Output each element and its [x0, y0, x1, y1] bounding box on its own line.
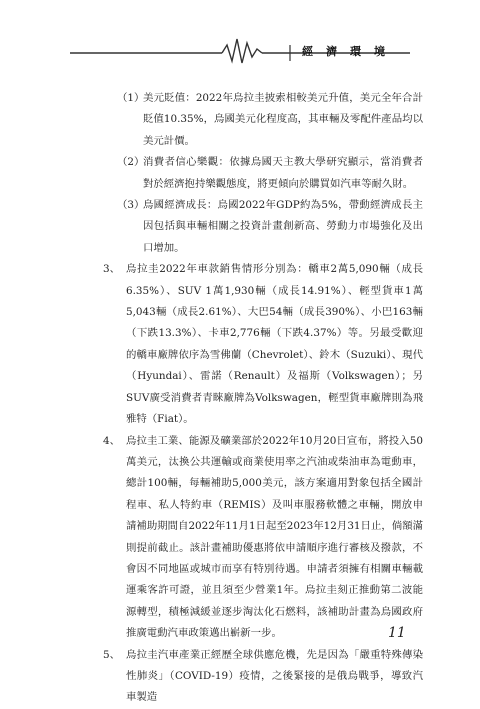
page-header	[0, 0, 480, 70]
list-item-sub-2	[0, 152, 480, 195]
list-item-sub-1	[0, 88, 480, 152]
item-number: （2）	[117, 156, 145, 169]
item-number: （1）	[117, 92, 145, 104]
document-body	[0, 88, 480, 709]
item-number: 3、	[103, 263, 121, 276]
list-item-sub-3	[0, 195, 480, 259]
item-text: 烏拉圭汽車產業正經歷全球供應危機，先是因為「嚴重特殊傳染性肺炎」（COVID-19）疫情，之後緊接的是俄烏戰爭，導致汽車製造	[126, 648, 423, 704]
item-number: 5、	[103, 648, 121, 661]
item-text: 烏國經濟成長：烏國2022年GDP約為5%，帶動經濟成長主因包括與車輛相關之投資計畫創新高、勞動力市場強化及出口增加。	[143, 199, 423, 254]
item-text: 烏拉圭2022年車款銷售情形分別為：轎車2萬5,090輛（成長6.35%）、SUV 1萬1,930輛（成長14.91%）、輕型貨車1萬5,043輛（成長2.61%）、大巴54輛（成長390%）、小巴163輛（下跌13.3%）、卡車2,776輛（下跌4.37%）等。另最受歡迎的轎車廠牌依序為雪佛蘭（Chevrolet）、鈴木（Suzuki）、現代（Hyundai）、雷諾（Renault）及福斯（Volkswagen）；另SUV廣受消費者青睞廠牌為Volkswagen，輕型貨車廠牌則為飛雅特（Fiat）。	[126, 263, 423, 426]
heartbeat-line-decoration	[0, 0, 480, 70]
list-item-3	[0, 259, 480, 430]
item-number: （3）	[117, 199, 145, 212]
header-title: 經濟環境	[302, 45, 398, 58]
page-number: 11	[388, 625, 406, 641]
list-item-5	[0, 645, 480, 709]
list-item-4	[0, 431, 480, 645]
item-text: 消費者信心樂觀：依據烏國天主教大學研究顯示，當消費者對於經濟抱持樂觀態度，將更傾向於購買如汽車等耐久財。	[143, 156, 423, 190]
item-text: 美元貶值：2022年烏拉圭披索相較美元升值，美元全年合計貶值10.35%，烏國美元化程度高，其車輛及零配件產品均以美元計價。	[143, 92, 423, 147]
item-number: 4、	[103, 434, 121, 447]
item-text: 烏拉圭工業、能源及礦業部於2022年10月20日宣布，將投入50萬美元，汰換公共運輸或商業使用率之汽油或柴油車為電動車，總計100輛，每輛補助5,000美元，該方案適用對象包括全國計程車、私人特約車（REMIS）及叫車服務軟體之車輛，開放申請補助期間自2022年11月1日起至2023年12月31日止，倘額滿則提前截止。該計畫補助優惠將依申請順序進行審核及撥款，不會因不同地區或城市而享有特別待遇。申請者須擁有相關車輛載運乘客許可證，並且須至少營業1年。烏拉圭刻正推動第二波能源轉型，積極減緩並逐步淘汰化石燃料，該補助計畫為烏國政府推廣電動汽車政策邁出嶄新一步。	[126, 434, 423, 640]
